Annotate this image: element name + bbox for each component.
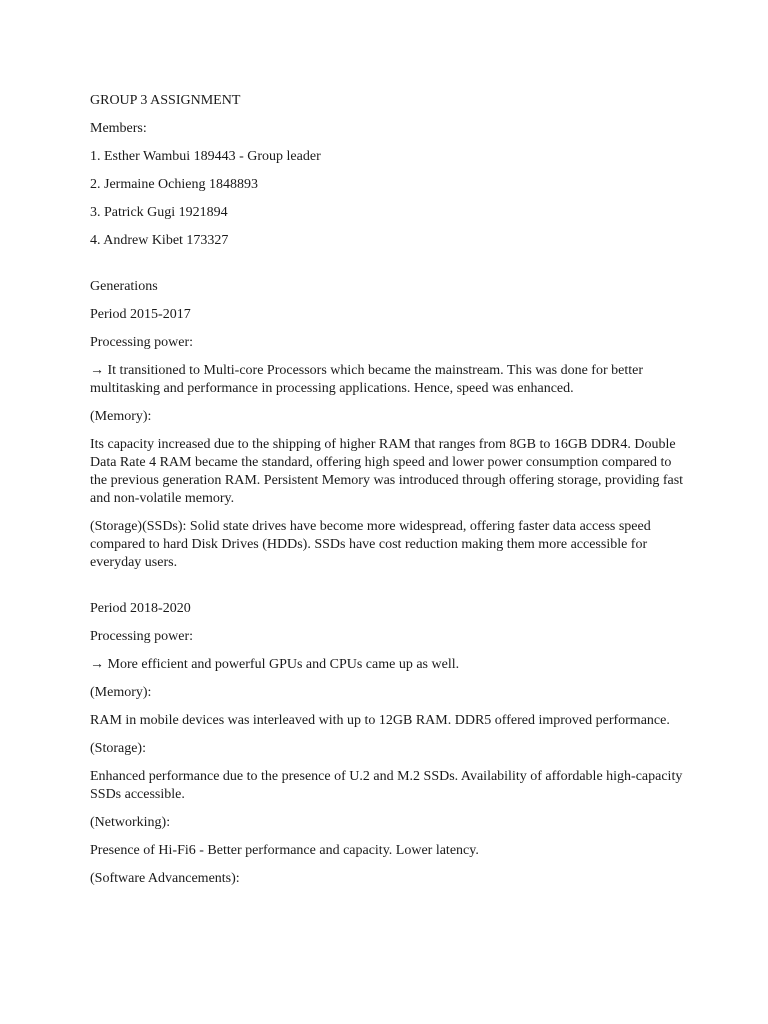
software-label: (Software Advancements): bbox=[90, 871, 240, 886]
storage-text: (Storage)(SSDs): Solid state drives have become more widespread, offering faster data access speed compared to hard Disk Drives (HDDs). SSDs have cost reduction making them more accessible for everyday users. bbox=[90, 519, 651, 570]
spacer bbox=[90, 260, 690, 278]
member-item: 3. Patrick Gugi 1921894 bbox=[90, 205, 228, 220]
processing-text: → It transitioned to Multi-core Processors which became the mainstream. This was done for better multitasking and performance in processing applications. Hence, speed was enhanced. bbox=[90, 363, 643, 396]
document-body bbox=[90, 92, 690, 898]
networking-text: Presence of Hi-Fi6 - Better performance and capacity. Lower latency. bbox=[90, 843, 479, 858]
storage-text: Enhanced performance due to the presence of U.2 and M.2 SSDs. Availability of affordable high-capacity SSDs accessible. bbox=[90, 769, 683, 802]
storage-label: (Storage): bbox=[90, 741, 146, 756]
processing-label: Processing power: bbox=[90, 335, 194, 350]
period-title: Period 2018-2020 bbox=[90, 601, 191, 616]
memory-label: (Memory): bbox=[90, 409, 152, 424]
processing-text: → More efficient and powerful GPUs and CPUs came up as well. bbox=[90, 657, 460, 672]
processing-label: Processing power: bbox=[90, 629, 194, 644]
members-label: Members: bbox=[90, 121, 147, 136]
memory-label: (Memory): bbox=[90, 685, 152, 700]
member-item: 1. Esther Wambui 189443 - Group leader bbox=[90, 149, 321, 164]
member-item: 2. Jermaine Ochieng 1848893 bbox=[90, 177, 258, 192]
document-title: GROUP 3 ASSIGNMENT bbox=[90, 93, 241, 108]
networking-label: (Networking): bbox=[90, 815, 171, 830]
memory-text: Its capacity increased due to the shipping of higher RAM that ranges from 8GB to 16GB DDR4. Double Data Rate 4 RAM became the standard, offering high speed and lower power consumption compared to the previous generation RAM. Persistent Memory was introduced through offering storage, providing fast and non-volatile memory. bbox=[90, 437, 684, 506]
generations-heading: Generations bbox=[90, 279, 158, 294]
member-item: 4. Andrew Kibet 173327 bbox=[90, 233, 229, 248]
period-title: Period 2015-2017 bbox=[90, 307, 191, 322]
memory-text: RAM in mobile devices was interleaved with up to 12GB RAM. DDR5 offered improved performance. bbox=[90, 713, 670, 728]
spacer bbox=[90, 582, 690, 600]
